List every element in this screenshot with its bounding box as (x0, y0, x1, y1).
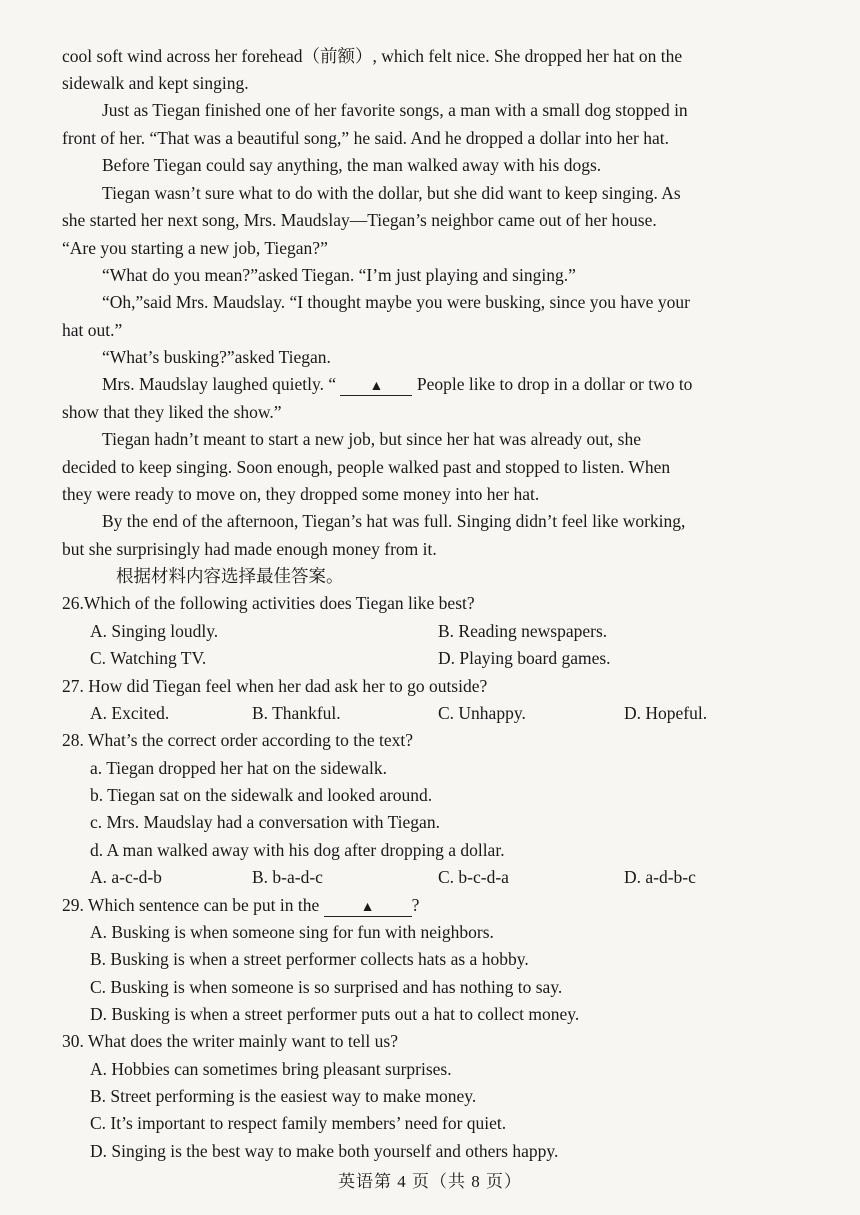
stem-before: 29. Which sentence can be put in the (62, 895, 324, 915)
passage-line: cool soft wind across her forehead（前额）, which felt nice. She dropped her hat on the (62, 46, 683, 66)
passage-line: she started her next song, Mrs. Maudslay—Tiegan’s neighbor came out of her house. (62, 210, 657, 230)
option-d: D. a-d-b-c (624, 867, 696, 887)
page-footer: 英语第 4 页（共 8 页） (338, 1172, 522, 1191)
passage-line: Before Tiegan could say anything, the man walked away with his dogs. (102, 155, 602, 175)
option-a: A. a-c-d-b (90, 867, 162, 887)
option-c: C. Busking is when someone is so surprised and has nothing to say. (90, 977, 563, 997)
passage-line: “What do you mean?”asked Tiegan. “I’m just playing and singing.” (102, 265, 576, 285)
passage-line: Tiegan wasn’t sure what to do with the dollar, but she did want to keep singing. As (102, 183, 681, 203)
passage-line: Just as Tiegan finished one of her favorite songs, a man with a small dog stopped in (102, 100, 688, 120)
answer-blank: ▲ (324, 900, 412, 917)
event-item: d. A man walked away with his dog after dropping a dollar. (90, 840, 505, 860)
passage-line: “Oh,”said Mrs. Maudslay. “I thought maybe you were busking, since you have your (102, 292, 690, 312)
blank-line-after: People like to drop in a dollar or two to (412, 374, 693, 394)
option-d: D. Singing is the best way to make both yourself and others happy. (90, 1141, 559, 1161)
passage-line: “Are you starting a new job, Tiegan?” (62, 238, 328, 258)
question-stem: 26.Which of the following activities does Tiegan like best? (62, 593, 475, 613)
question-stem: 28. What’s the correct order according to the text? (62, 730, 413, 750)
passage-line: By the end of the afternoon, Tiegan’s hat was full. Singing didn’t feel like working, (102, 511, 686, 531)
instruction: 根据材料内容选择最佳答案。 (116, 566, 344, 586)
option-d: D. Playing board games. (438, 648, 611, 668)
blank-line-before: Mrs. Maudslay laughed quietly. “ (102, 374, 341, 394)
option-d: D. Busking is when a street performer puts out a hat to collect money. (90, 1004, 580, 1024)
passage-line: hat out.” (62, 320, 123, 340)
event-item: b. Tiegan sat on the sidewalk and looked around. (90, 785, 433, 805)
passage-line: decided to keep singing. Soon enough, people walked past and stopped to listen. When (62, 457, 671, 477)
passage-line: sidewalk and kept singing. (62, 73, 249, 93)
passage-line: “What’s busking?”asked Tiegan. (102, 347, 331, 367)
passage-line: Tiegan hadn’t meant to start a new job, but since her hat was already out, she (102, 429, 641, 449)
option-b: B. b-a-d-c (252, 867, 323, 887)
event-item: c. Mrs. Maudslay had a conversation with Tiegan. (90, 812, 440, 832)
option-b: B. Reading newspapers. (438, 621, 608, 641)
question-stem (62, 895, 802, 917)
option-a: A. Excited. (90, 703, 170, 723)
event-item: a. Tiegan dropped her hat on the sidewalk. (90, 758, 387, 778)
passage-line: but she surprisingly had made enough money from it. (62, 539, 437, 559)
option-c: C. Unhappy. (438, 703, 526, 723)
question-stem: 27. How did Tiegan feel when her dad ask her to go outside? (62, 676, 488, 696)
option-c: C. It’s important to respect family members’ need for quiet. (90, 1113, 507, 1133)
option-c: C. b-c-d-a (438, 867, 509, 887)
option-c: C. Watching TV. (90, 648, 207, 668)
question-stem: 30. What does the writer mainly want to tell us? (62, 1031, 398, 1051)
passage-line-with-blank (102, 374, 842, 396)
option-d: D. Hopeful. (624, 703, 708, 723)
stem-after: ? (411, 895, 420, 915)
option-b: B. Street performing is the easiest way to make money. (90, 1086, 477, 1106)
option-a: A. Singing loudly. (90, 621, 219, 641)
option-a: A. Busking is when someone sing for fun with neighbors. (90, 922, 494, 942)
passage-line: they were ready to move on, they dropped some money into her hat. (62, 484, 540, 504)
answer-blank: ▲ (340, 379, 412, 396)
option-b: B. Thankful. (252, 703, 341, 723)
passage-line: show that they liked the show.” (62, 402, 282, 422)
option-a: A. Hobbies can sometimes bring pleasant surprises. (90, 1059, 452, 1079)
passage-line: front of her. “That was a beautiful song,” he said. And he dropped a dollar into her hat. (62, 128, 669, 148)
option-b: B. Busking is when a street performer collects hats as a hobby. (90, 949, 529, 969)
